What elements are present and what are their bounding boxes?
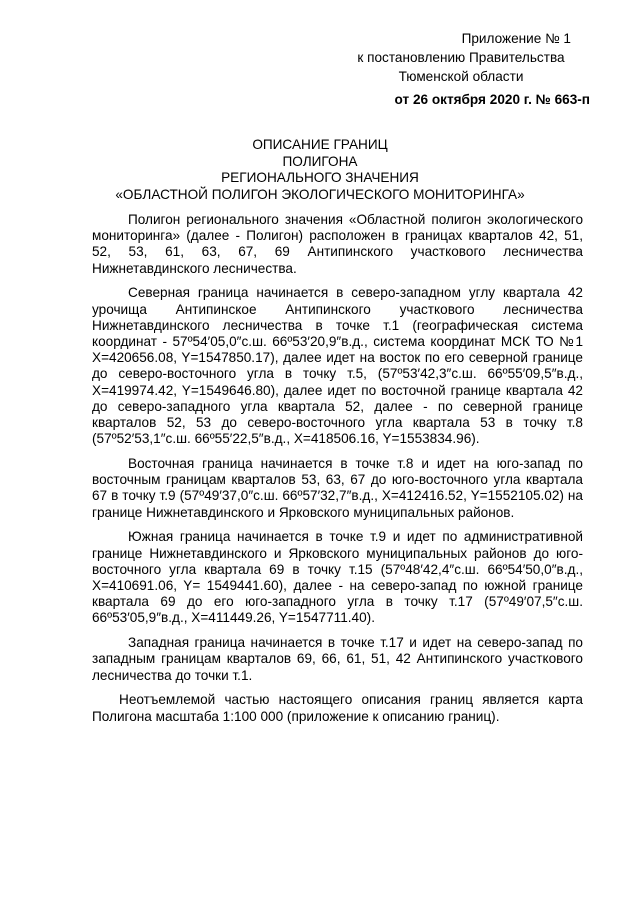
resolution-reference: к постановлению Правительства: [357, 50, 565, 65]
paragraph-north-boundary: Северная граница начинается в северо-западном углу квартала 42 урочища Антипинское Антипинского участкового лесничества Нижнетавдинского лесничества в точке т.1 (географическая система координат - 57º54′05,0″с.ш. 66º53′20,9″в.д., система координат МСК ТО №1 X=420656.08, Y=1547850.17), далее идет на восток по его северной границе до северо-восточного угла в точку т.5, (57º53′42,3″с.ш. 66º55′09,5″в.д., X=419974.42, Y=1549646.80), далее идет по восточной границе квартала 42 до северо-западного угла квартала 52, далее - по северной границе кварталов 52, 53 до северо-восточного угла квартала 53 в точку т.8 (57º52′53,1″с.ш. 66º55′22,5″в.д., X=418506.16, Y=1553834.96).: [92, 285, 583, 447]
paragraph-south-boundary: Южная граница начинается в точке т.9 и идет по административной границе Нижнетавдинского и Ярковского муниципальных районов до юго-восточного угла квартала 69 в точку т.15 (57º48′42,4″с.ш. 66º54′50,0″в.д., X=410691.06, Y= 1549441.60), далее - на северо-запад по южной границе квартала 69 до его юго-западного угла в точку т.17 (57º49′07,5″с.ш. 66º53′05,9″в.д., X=411449.26, Y=1547711.40).: [92, 529, 583, 626]
title-line-4: «ОБЛАСТНОЙ ПОЛИГОН ЭКОЛОГИЧЕСКОГО МОНИТОРИНГА»: [115, 186, 525, 202]
title-line-3: РЕГИОНАЛЬНОГО ЗНАЧЕНИЯ: [221, 170, 419, 185]
paragraph-intro: Полигон регионального значения «Областной полигон экологического мониторинга» (далее - Полигон) расположен в границах кварталов 42, 51, 52, 53, 61, 63, 67, 69 Антипинского участкового лесничества Нижнетавдинского лесничества.: [92, 212, 583, 276]
appendix-header: [331, 29, 591, 109]
appendix-number: Приложение № 1: [461, 31, 571, 46]
paragraph-map-reference: Неотъемлемой частью настоящего описания границ является карта Полигона масштаба 1:100 000 (приложение к описанию границ).: [92, 692, 583, 724]
document-body: [92, 212, 583, 733]
resolution-date-number: от 26 октября 2020 г. № 663-п: [394, 92, 590, 107]
region-name: Тюменской области: [398, 69, 524, 84]
title-line-2: ПОЛИГОНА: [282, 153, 358, 169]
paragraph-east-boundary: Восточная граница начинается в точке т.8 и идет на юго-запад по восточным границам кварталов 53, 63, 67 до юго-восточного угла квартала 67 в точку т.9 (57º49′37,0″с.ш. 66º57′32,7″в.д., X=412416.52, Y=1552105.02) на границе Нижнетавдинского и Ярковского муниципальных районов.: [92, 456, 583, 520]
paragraph-west-boundary: Западная граница начинается в точке т.17 и идет на северо-запад по западным границам кварталов 69, 66, 61, 51, 42 Антипинского участкового лесничества до точки т.1.: [92, 635, 583, 683]
title-line-1: ОПИСАНИЕ ГРАНИЦ: [252, 137, 388, 152]
document-title: [60, 137, 580, 203]
